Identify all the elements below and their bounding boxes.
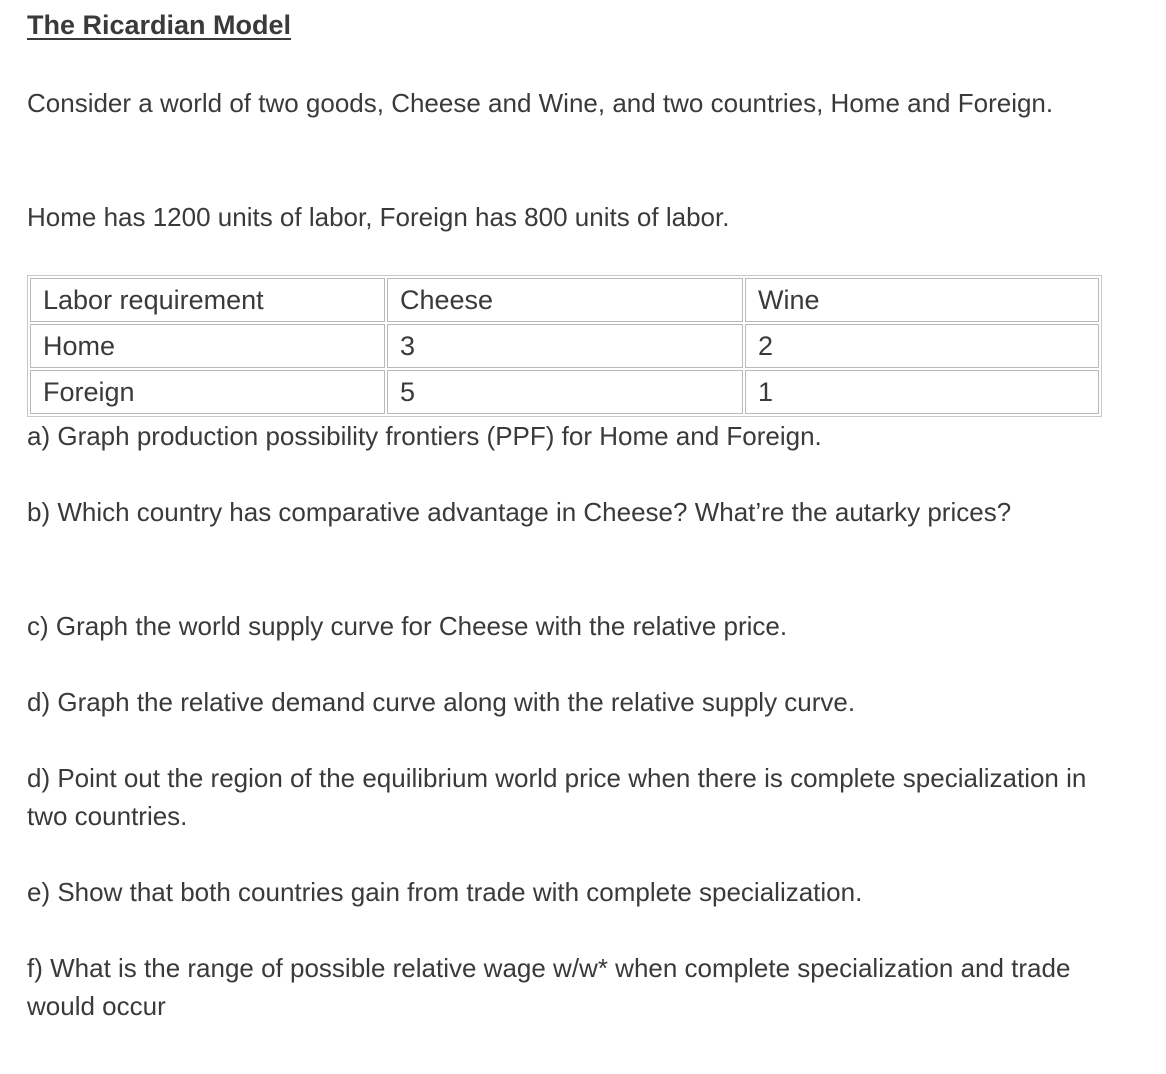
- labor-requirement-table: [27, 275, 1102, 417]
- question-e: e) Show that both countries gain from trade with complete specialization.: [27, 877, 863, 907]
- question-b: b) Which country has comparative advantage in Cheese? What’re the autarky prices?: [27, 497, 1012, 527]
- question-c: c) Graph the world supply curve for Cheese with the relative price.: [27, 611, 788, 641]
- table-header-cell: Wine: [745, 278, 1099, 322]
- question-d-graph: d) Graph the relative demand curve along with the relative supply curve.: [27, 687, 856, 717]
- table-header-row: [30, 278, 1099, 322]
- table-cell: Foreign: [30, 370, 385, 414]
- intro-paragraph: Consider a world of two goods, Cheese and Wine, and two countries, Home and Foreign.: [27, 88, 1054, 118]
- labor-endowment-paragraph: Home has 1200 units of labor, Foreign has 800 units of labor.: [27, 202, 730, 232]
- table-cell: 1: [745, 370, 1099, 414]
- document-title: The Ricardian Model: [27, 10, 292, 40]
- table-header-cell: Cheese: [387, 278, 743, 322]
- table-cell: Home: [30, 324, 385, 368]
- table-header-cell: Labor requirement: [30, 278, 385, 322]
- table-cell: 3: [387, 324, 743, 368]
- table-row: [30, 370, 1099, 414]
- question-f: f) What is the range of possible relative wage w/w* when complete specialization and trade would occur: [27, 953, 1071, 1021]
- question-a: a) Graph production possibility frontiers (PPF) for Home and Foreign.: [27, 421, 822, 451]
- table-cell: 5: [387, 370, 743, 414]
- question-d-region: d) Point out the region of the equilibrium world price when there is complete specialization in two countries.: [27, 763, 1087, 831]
- table-cell: 2: [745, 324, 1099, 368]
- table-row: [30, 324, 1099, 368]
